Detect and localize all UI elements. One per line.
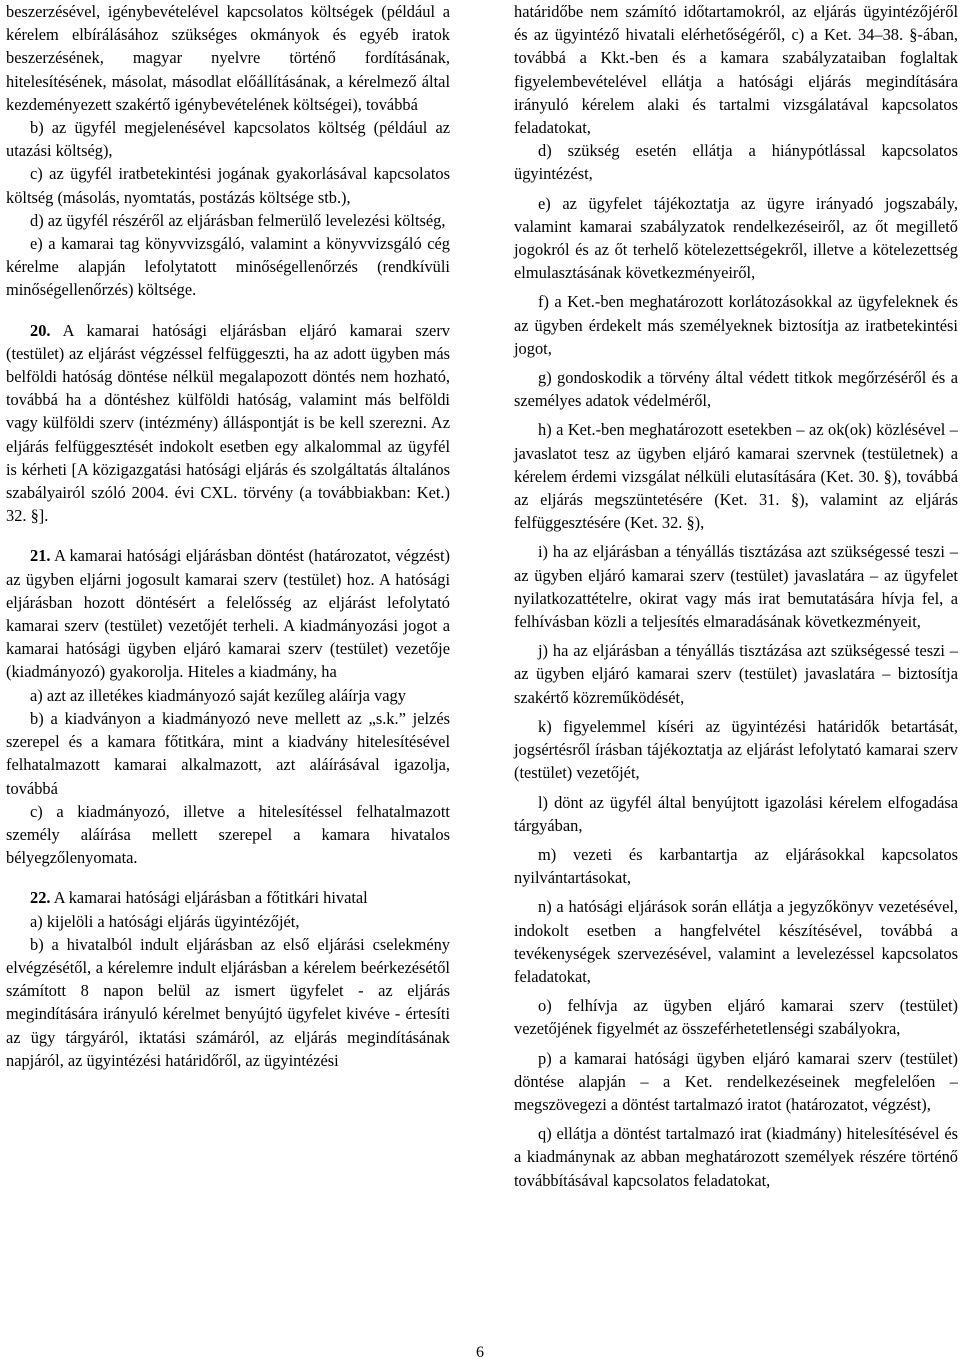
section-22-item-p: p) a kamarai hatósági ügyben eljáró kamarai szerv (testület) döntése alapján – a Ket. rendelkezéseinek megfelelően – megszövegezi a döntést tartalmazó iratot (határozatot, végzést), — [514, 1048, 958, 1114]
section-22-item-h: h) a Ket.-ben meghatározott esetekben – az ok(ok) közlésével – javaslatot tesz az ügyben eljáró kamarai szervnek (testületnek) a kérelem érdemi vizsgálat nélküli elutasítására (Ket. 30. §), továbbá az eljárás megszüntetésére (Ket. 31. §), valamint az eljárás felfüggesztésére (Ket. 32. §), — [514, 420, 958, 533]
section-22-item-a: a) kijelöli a hatósági eljárás ügyintézőjét, — [30, 911, 300, 931]
section-22-item-m: m) vezeti és karbantartja az eljárásokkal kapcsolatos nyilvántartásokat, — [514, 844, 958, 888]
section-22-item-f: f) a Ket.-ben meghatározott korlátozásokkal az ügyfeleknek és az ügyben érdekelt más személyeknek biztosítja az iratbetekintési jogot, — [514, 292, 958, 358]
section-22-item-k: k) figyelemmel kíséri az ügyintézési határidők betartását, jogsértésről írásban tájékoztatja az eljárást lefolytató kamarai szerv (testület) vezetőjét, — [514, 716, 958, 783]
section-22-item-o: o) felhívja az ügyben eljáró kamarai szerv (testület) vezetőjének figyelmét az összeférhetetlenségi szabályokra, — [514, 996, 958, 1039]
section-21-item-c: c) a kiadmányozó, illetve a hitelesítéssel felhatalmazott személy aláírása mellett szerepel a kamara hivatalos bélyegzőlenyomata. — [6, 801, 450, 868]
section-22-item-n: n) a hatósági eljárások során ellátja a jegyzőkönyv vezetésével, indokolt esetben a hangfelvétel készítésével, továbbá a tevékenységek szervezésével, valamint a levelezéssel kapcsolatos feladatokat, — [514, 897, 958, 986]
section-21-text: A kamarai hatósági eljárásban döntést (határozatot, végzést) az ügyben eljárni jogosult kamarai szerv (testület) hoz. A hatósági eljárásban hozott döntésért a felelősség az eljárást lefolytató kamarai szerv (testület) vezetőjét terheli. A kiadmányozási jogot a kamarai hatósági ügyben eljáró kamarai szerv (testület) vezetője (kiadmányozó) gyakorolja. Hiteles a kiadmány, ha — [6, 546, 450, 682]
section-21 — [6, 544, 450, 683]
list-item-c: c) az ügyfél iratbetekintési jogának gyakorlásával kapcsolatos költség (másolás, nyomtatás, postázás költsége stb.), — [6, 164, 450, 207]
section-22 — [6, 886, 450, 909]
right-column — [514, 0, 958, 1192]
section-20-number: 20. — [30, 320, 51, 340]
left-column — [6, 0, 450, 1072]
section-22-item-q: q) ellátja a döntést tartalmazó irat (kiadmány) hitelesítésével és a kiadmánynak az abban meghatározott személyek részére történő továbbításával kapcsolatos feladatokat, — [514, 1124, 958, 1190]
section-22-item-d: d) szükség esetén ellátja a hiánypótlással kapcsolatos ügyintézést, — [514, 141, 958, 184]
section-21-number: 21. — [30, 546, 51, 566]
section-22-text: A kamarai hatósági eljárásban a főtitkári hivatal — [50, 888, 368, 908]
section-21-item-b: b) a kiadványon a kiadmányozó neve mellett az „s.k.” jelzés szerepel és a kamara főtitkára, mint a kiadvány hitelesítésével felhatalmazott kamarai alkalmazott, azt aláírásával igazolja, továbbá — [6, 708, 450, 798]
list-item-d: d) az ügyfél részéről az eljárásban felmerülő levelezési költség, — [30, 210, 446, 230]
section-22-item-b: b) a hivatalból indult eljárásban az első eljárási cselekmény elvégzésétől, a kérelemre indult eljárásban a kérelem beérkezésétől számított 8 napon belül az ismert ügyfelet - az eljárás megindítására irányuló kérelmet benyújtó ügyfelet kivéve - értesíti az ügy tárgyáról, iktatási számáról, az eljárás megindításának napjáról, az ügyintézési határidőről, az ügyintézési — [6, 934, 450, 1070]
section-22-number: 22. — [30, 888, 51, 908]
section-22-item-l: l) dönt az ügyfél által benyújtott igazolási kérelem elfogadása tárgyában, — [514, 792, 958, 835]
paragraph-costs-continuation: beszerzésével, igénybevételével kapcsolatos költségek (például a kérelem elbírálásához szükséges okmányok és egyéb iratok beszerzésének, magyar nyelvre történő fordításának, hitelesítésének, másolat, másodlat előállításának, a kérelmező által kezdeményezett szakértő igénybevételének költségei), továbbá — [6, 2, 450, 114]
section-22-item-j: j) ha az eljárásban a tényállás tisztázása azt szükségessé teszi – az ügyben eljáró kamarai szerv (testület) javaslatára – biztosítja szakértő közreműködését, — [514, 641, 958, 707]
page-number: 6 — [476, 1344, 484, 1361]
section-22-item-g: g) gondoskodik a törvény által védett titkok megőrzéséről és a személyes adatok védelméről, — [514, 368, 958, 411]
section-20 — [6, 319, 450, 528]
section-22-item-i: i) ha az eljárásban a tényállás tisztázása azt szükségessé teszi – az ügyben eljáró kamarai szerv (testület) javaslatára – az ügyfelet nyilatkozattételre, okirat vagy más irat bemutatására hívja fel, a felhívásban közli a teljesítés elmaradásának következményeit, — [514, 542, 958, 632]
list-item-b: b) az ügyfél megjelenésével kapcsolatos költség (például az utazási költség), — [6, 118, 450, 161]
section-22-item-e: e) az ügyfelet tájékoztatja az ügyre irányadó jogszabály, valamint kamarai szabályzatok rendelkezéseiről, az őt megillető jogokról és az őt terhelő kötelezettségekről, illetve a kötelezettség elmulasztásának következményeiről, — [514, 193, 958, 283]
section-20-text: A kamarai hatósági eljárásban eljáró kamarai szerv (testület) az eljárást végzéssel felfüggeszti, ha az adott ügyben más belföldi hatóság döntése nélkül megalapozott döntés nem hozható, továbbá ha a döntéshez külföldi hatóság, valamint más belföldi vagy külföldi szerv (intézmény) álláspontját is be kell szerezni. Az eljárás felfüggesztését indokolt esetben egy alkalommal az ügyfél is kérheti [A közigazgatási hatósági eljárás és szolgáltatás általános szabályairól szóló 2004. évi CXL. törvény (a továbbiakban: Ket.) 32. §]. — [6, 320, 450, 526]
paragraph-22-b-continuation: határidőbe nem számító időtartamokról, az eljárás ügyintézőjéről és az ügyintéző hivatali elérhetőségéről, c) a Ket. 34–38. §-ában, továbbá a Kkt.-ben és a kamara szabályzataiban foglaltak figyelembevételével ellátja a hatósági eljárás megindítására irányuló kérelem alaki és tartalmi vizsgálatával kapcsolatos feladatokat, — [514, 2, 958, 138]
list-item-e: e) a kamarai tag könyvvizsgáló, valamint a könyvvizsgáló cég kérelme alapján lefolytatott minőségellenőrzés (rendkívüli minőségellenőrzés) költsége. — [6, 234, 450, 300]
section-21-item-a: a) azt az illetékes kiadmányozó saját kezűleg aláírja vagy — [30, 685, 406, 705]
